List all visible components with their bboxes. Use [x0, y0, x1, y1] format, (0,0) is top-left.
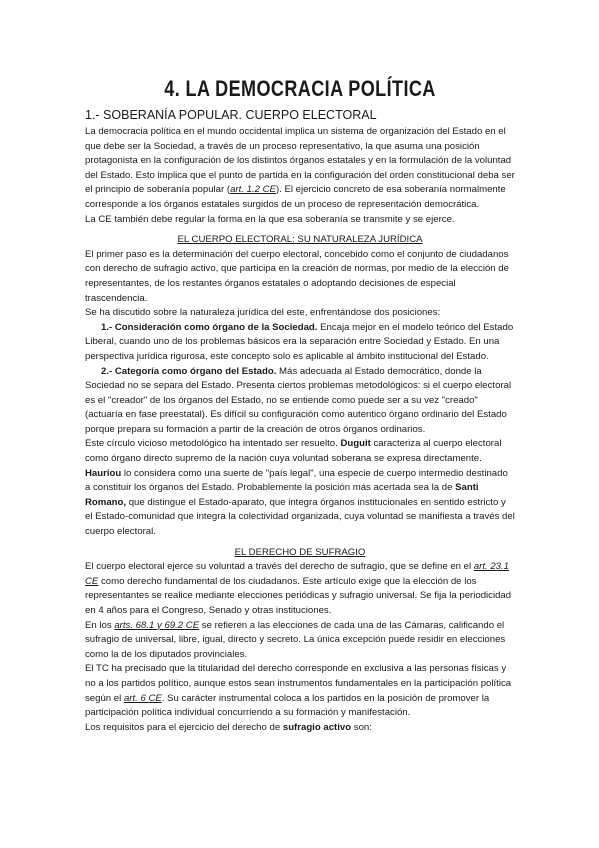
- law-reference: arts. 68.1 y 69.2 CE: [114, 619, 200, 631]
- document-body: [85, 125, 515, 735]
- list-item-title: 1.- Consideración como órgano de la Sociedad.: [101, 321, 318, 333]
- paragraph: Se ha discutido sobre la naturaleza jurídica del este, enfrentándose dos posiciones:: [85, 307, 441, 319]
- paragraph: El cuerpo electoral ejerce su voluntad a través del derecho de sufragio, que se define en el art. 23.1 CE como derecho fundamental de los ciudadanos. Este artículo exige que la elección de los representantes se realice mediante elecciones periódicas y sufragio universal. Se fija la periodicidad en 4 años para el Congreso, Senado y otras instituciones.: [85, 561, 512, 616]
- law-reference: art. 23.1 CE: [85, 561, 509, 587]
- author-name: Duguit: [340, 438, 371, 450]
- author-name: Hauriou: [85, 467, 122, 479]
- paragraph: Los requisitos para el ejercicio del derecho de sufragio activo son:: [85, 721, 372, 733]
- law-reference: art. 6 CE: [123, 692, 162, 704]
- list-item: 1.- Consideración como órgano de la Sociedad. Encaja mejor en el modelo teórico del Estado Liberal, cuando uno de los problemas básicos era la separación entre Sociedad y Estado. En una perspectiva jurídica rigurosa, este concepto solo es aplicable al ámbito institucional del Estado.: [85, 321, 514, 362]
- paragraph: La CE también debe regular la forma en la que esa soberanía se transmite y se ejerce.: [85, 213, 455, 225]
- document-title: 4. LA DEMOCRACIA POLÍTICA: [164, 76, 436, 101]
- paragraph: Este círculo vicioso metodológico ha intentado ser resuelto. Duguit caracteriza al cuerpo electoral como órgano directo supremo de la nación cuya voluntad soberana se expresa directamente. Hauriou lo considera como una suerte de "país legal", una especie de cuerpo intermedio destinado a constituir los órganos del Estado. Probablemente la posición más acertada sea la de Santi Romano, que distingue el Estado-aparato, que integra órganos institucionales en sentido estricto y el Estado-comunidad que integra la colectividad organizada, cuya voluntad se manifiesta a través del cuerpo electoral.: [85, 438, 515, 538]
- law-reference: art. 1.2 CE: [230, 184, 276, 196]
- list-item: 2.- Categoría como órgano del Estado. Más adecuada al Estado democrático, donde la Sociedad no se separa del Estado. Presenta ciertos problemas metodológicos: si el cuerpo electoral es el "creador" de los órganos del Estado, no se entiende como puede ser a su vez "creado" (actuaría en fase preestatal). Es difícil su configuración como autentico órgano ordinario del Estado porque prepara su formación a partir de la creación de otros órganos ordinarios.: [85, 365, 512, 435]
- author-name: Santi Romano,: [85, 482, 479, 508]
- list-item-title: 2.- Categoría como órgano del Estado.: [101, 365, 277, 377]
- subsection-heading: EL DERECHO DE SUFRAGIO: [234, 546, 366, 558]
- paragraph: En los arts. 68.1 y 69.2 CE se refieren a las elecciones de cada una de las Cámaras, calificando el sufragio de universal, libre, igual, directo y secreto. La única excepción puede residir en elecciones como la de los diputados provinciales.: [85, 619, 506, 660]
- section-heading: 1.- SOBERANÍA POPULAR. CUERPO ELECTORAL: [85, 108, 377, 122]
- paragraph: El primer paso es la determinación del cuerpo electoral, concebido como el conjunto de ciudadanos con derecho de sufragio activo, que participa en la creación de normas, por medio de la elección de representantes, de los restantes órganos estatales o adoptando decisiones de especial trascendencia.: [85, 248, 509, 304]
- paragraph: La democracia política en el mundo occidental implica un sistema de organización del Estado en el que debe ser la Sociedad, a través de un proceso representativo, la que asuma una posición protagonista en la configuración de los distintos órganos estatales y en la formulación de la voluntad del Estado. Esto implica que el punto de partida en la configuración del orden constitucional deba ser el principio de soberanía popular (art. 1.2 CE). El ejercicio concreto de esa soberanía normalmente corresponde a los órganos estatales surgidos de un proceso de representación democrática.: [85, 126, 515, 210]
- bold-term: sufragio activo: [282, 721, 352, 733]
- paragraph: El TC ha precisado que la titularidad del derecho corresponde en exclusiva a las personas físicas y no a los partidos político, aunque estos sean instrumentos fundamentales en la participación política según el art. 6 CE. Su carácter instrumental coloca a los partidos en la posición de promover la participación política individual concurriendo a su formación y manifestación.: [85, 663, 512, 719]
- subsection-heading: EL CUERPO ELECTORAL: SU NATURALEZA JURÍDICA: [177, 234, 423, 246]
